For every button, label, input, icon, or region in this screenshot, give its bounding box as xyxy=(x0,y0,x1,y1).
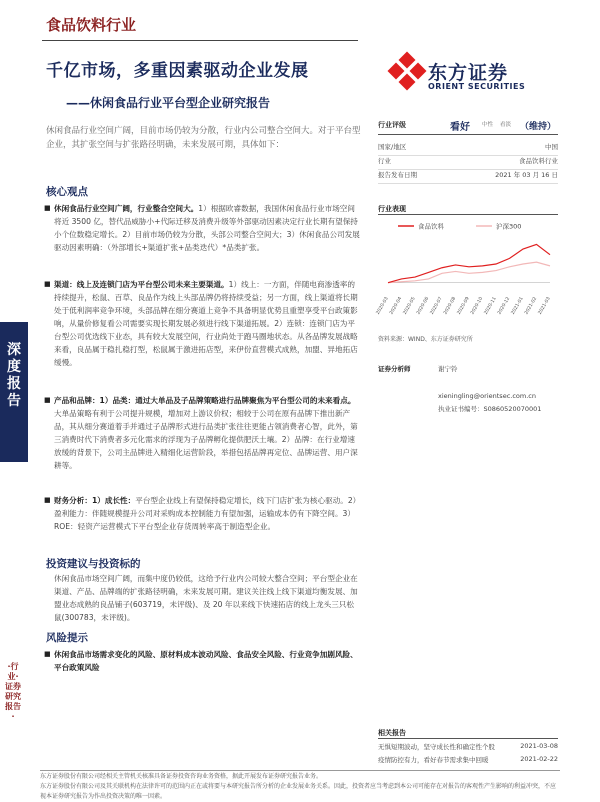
bullet-icon: ■ xyxy=(44,396,51,404)
x-tick-label: 2020-12 xyxy=(497,296,512,316)
x-tick-label: 2020-06 xyxy=(416,296,431,316)
rating-value: 看好 xyxy=(450,122,470,133)
legend-label: 沪深300 xyxy=(496,222,522,231)
bullet-icon: ■ xyxy=(44,204,51,212)
x-tick-label: 2020-11 xyxy=(483,296,498,316)
investment-heading: 投资建议与投资标的 xyxy=(46,558,141,570)
tab-char: 深 xyxy=(7,342,21,358)
rating-negative: 看淡 xyxy=(500,122,512,128)
analyst-license: 执业证书编号：S0860520070001 xyxy=(438,405,542,413)
core-item-body: 平台型企业线上有望保持稳定增长，线下门店扩张为核心驱动。2）盈利能力：伴随规模提升公司对采购成本控制能力有望加强，运输成本仍有下降空间。3）ROE：轻资产运营模式下平台型企业存货周转率高于制造型企业。 xyxy=(54,496,357,531)
x-tick-label: 2021-03 xyxy=(537,296,552,316)
chart-divider xyxy=(378,214,558,215)
rating-neutral: 中性 xyxy=(482,122,494,128)
risk-body: 休闲食品市场需求变化的风险、原材料成本波动风险、食品安全风险、行业竞争加剧风险、平台政策风险 xyxy=(54,650,358,672)
industry-label: 食品饮料行业 xyxy=(46,16,137,34)
x-tick-label: 2020-03 xyxy=(375,296,390,316)
core-item-1 xyxy=(44,202,360,254)
core-item-body: 大单品策略有利于公司提升规模，增加对上游议价权；相较于公司在原有品牌下推出新产品，其从细分赛道着手并通过子品牌形式进行品类扩张往往更能占领消费者心智，此外，第三消费时代下消费者多元化需求的浮现为子品牌孵化提供肥沃土壤。2）品牌：在行业增速放缓的背景下，公司主品牌进入精细化运营阶段，举措包括品牌再定位、品牌运营、用户深耕等。 xyxy=(54,409,358,470)
chart-source: 资料来源：WIND、东方证券研究所 xyxy=(378,336,473,343)
logo-en: ORIENT SECURITIES xyxy=(428,82,526,91)
core-item-4 xyxy=(44,494,360,533)
risk-heading: 风险提示 xyxy=(46,632,88,644)
tab-char: 度 xyxy=(7,359,21,375)
tab-char: 报 xyxy=(7,376,21,392)
meta-row: 国家/地区 中国 xyxy=(378,142,558,156)
analyst-email[interactable]: xieningling@orientsec.com.cn xyxy=(438,392,536,400)
x-tick-label: 2020-05 xyxy=(402,296,417,316)
risk-item xyxy=(44,648,360,674)
meta-row: 报告发布日期 2021 年 03 月 16 日 xyxy=(378,170,558,184)
related-item[interactable]: 无惧短期波动，坚守成长性和确定性个股 2021-03-08 xyxy=(378,742,558,751)
related-divider xyxy=(378,738,558,739)
footer-disclaimer-1: 东方证券股份有限公司经相关主管机关核准具备证券投资咨询业务资格，据此开展发布证券研究报告业务。 xyxy=(40,773,323,780)
rating-status: （维持） xyxy=(520,122,557,132)
analyst-name: 谢宁铃 xyxy=(438,365,458,373)
logo-cn: 东方证券 xyxy=(428,62,509,84)
tab-char: 告 xyxy=(7,393,21,409)
x-tick-label: 2020-04 xyxy=(389,296,404,316)
rating-divider xyxy=(378,134,558,135)
legend-label: 食品饮料 xyxy=(418,222,444,231)
bullet-icon: ■ xyxy=(44,280,51,288)
chart-heading: 行业表现 xyxy=(378,205,406,213)
investment-body: 休闲食品市场空间广阔，而集中度仍较低，这给予行业内公司较大整合空间；平台型企业在渠道、产品、品牌端的扩张路径明确，未来发展可期。建议关注线上线下渠道均衡发展、加盟业态成熟的良品铺子(603719，未评级)、及 20 年以来线下快速拓店的线上龙头三只松鼠(300783，未评级)。 xyxy=(54,574,358,622)
deep-report-tab xyxy=(0,322,28,462)
bullet-icon: ■ xyxy=(44,496,51,504)
footer-disclaimer-2: 东方证券股份有限公司及其关联机构在法律许可的范围内正在或将要与本研究报告所分析的企业发展业务关系。因此，投资者应当考虑到本公司可能存在对报告的客观性产生影响的利益冲突，不应视本证券研究报告为作出投资决策的唯一因素。 xyxy=(40,783,557,800)
report-subtitle: ——休闲食品行业平台型企业研究报告 xyxy=(66,96,271,110)
report-title: 千亿市场，多重因素驱动企业发展 xyxy=(46,61,309,81)
bullet-icon: ■ xyxy=(44,650,51,658)
x-tick-label: 2020-07 xyxy=(429,296,444,316)
x-tick-label: 2021-02 xyxy=(524,296,539,316)
analyst-label: 证券分析师 xyxy=(378,365,411,373)
x-tick-label: 2020-09 xyxy=(456,296,471,316)
core-item-lead: 休闲食品行业空间广阔，行业整合空间大。 xyxy=(54,204,199,213)
intro-paragraph: 休闲食品行业空间广阔，目前市场仍较为分散，行业内公司整合空间大。对于平台型企业，其扩张空间与扩张路径明确，未来发展可期，具体如下： xyxy=(46,126,361,150)
header-divider xyxy=(42,40,358,41)
footer-divider xyxy=(40,770,560,771)
x-tick-label: 2020-08 xyxy=(443,296,458,316)
core-item-lead: 渠道：线上及连锁门店为平台型公司未来主要渠道。 xyxy=(54,280,229,289)
core-view-heading: 核心观点 xyxy=(46,186,88,198)
rating-row xyxy=(378,120,558,133)
analyst-row xyxy=(378,364,558,373)
core-item-body: 1）根据欧睿数据，我国休闲食品行业市场空间将近 3500 亿，替代品威胁小+代际迁移及消费升级等外部驱动因素决定行业长期有望保持小个位数稳定增长。2）目前市场仍较为分散，头部公司整合空间大；3）休闲食品公司发展驱动因素明确：（外部增长+渠道扩张+品类迭代）*品类扩张。 xyxy=(54,204,360,252)
related-item[interactable]: 疫情防控有力，看好春节需求集中回暖 2021-02-22 xyxy=(378,755,558,764)
x-tick-label: 2020-10 xyxy=(470,296,485,316)
related-heading: 相关报告 xyxy=(378,729,406,737)
core-item-body: 1）线上：一方面，伴随电商渗透率的持续提升，松鼠、百草、良品作为线上头部品牌仍将持续受益；另一方面，线上渠道将长期处于低利润率竞争环境，头部品牌在细分赛道上竞争不具备明显优势且重塑享受平台政策影响，从量价修复看公司需要实现长期发展必须进行线下渠道拓展。2）连锁：连锁门店为平台型公司优选线下业态，具有较大发展空间，行业尚处于跑马圈地状态。从各品牌发展战略来看，良品属于稳扎稳打型，松鼠属于激进拓店型，来伊份直营模式成熟，加盟、异地拓店缓慢。 xyxy=(54,280,358,367)
side-label: ·行业·证券研究报告· xyxy=(5,662,21,721)
rating-label: 行业评级 xyxy=(378,121,406,129)
core-item-2 xyxy=(44,278,360,369)
x-tick-label: 2021-01 xyxy=(510,296,525,316)
core-item-lead: 产品和品牌：1）品类：通过大单品及子品牌策略进行品牌聚焦为平台型公司的未来看点。 xyxy=(54,396,356,405)
core-item-lead: 财务分析：1）成长性： xyxy=(54,496,136,505)
core-item-3 xyxy=(44,394,360,472)
series-line-沪深300 xyxy=(388,262,550,283)
meta-row: 行业 食品饮料行业 xyxy=(378,156,558,170)
orient-logo-icon xyxy=(388,52,426,90)
industry-performance-chart xyxy=(375,218,558,330)
